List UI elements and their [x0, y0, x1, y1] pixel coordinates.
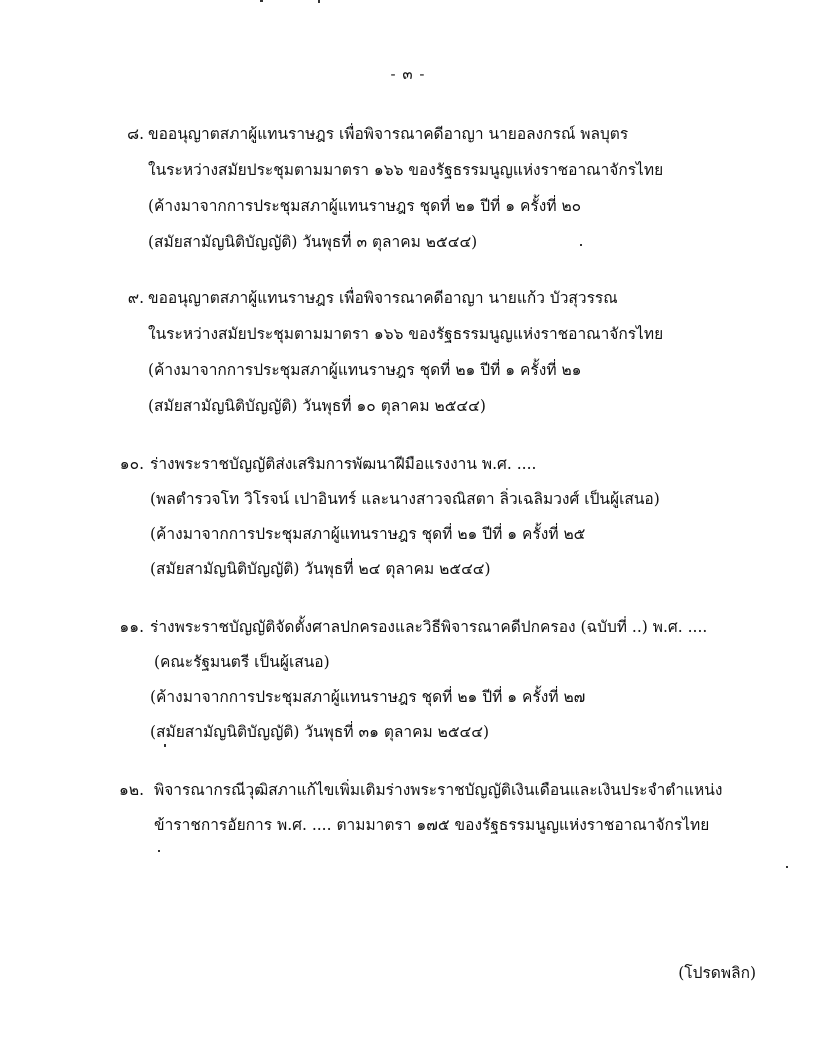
item-line: (คณะรัฐมนตรี เป็นผู้เสนอ) — [154, 653, 330, 671]
item-line: (ค้างมาจากการประชุมสภาผู้แทนราษฎร ชุดที่ ๒๑ ปีที่ ๑ ครั้งที่ ๒๐ — [148, 197, 582, 215]
scan-speck — [164, 744, 166, 747]
scan-speck — [786, 866, 788, 868]
item-line: (พลตำรวจโท วิโรจน์ เปาอินทร์ และนางสาวจณิสตา ลิ่วเฉลิมวงศ์ เป็นผู้เสนอ) — [150, 490, 660, 508]
item-number: ๑๐. — [119, 455, 144, 473]
item-number: ๙. — [127, 289, 144, 307]
item-title: ร่างพระราชบัญญัติจัดตั้งศาลปกครองและวิธีพิจารณาคดีปกครอง (ฉบับที่ ..) พ.ศ. .... — [150, 618, 708, 636]
item-line: (สมัยสามัญนิติบัญญัติ) วันพุธที่ ๓ ตุลาคม ๒๕๔๔) — [148, 233, 478, 251]
item-number: ๘. — [127, 125, 144, 143]
item-line: (สมัยสามัญนิติบัญญัติ) วันพุธที่ ๒๔ ตุลาคม ๒๕๔๔) — [150, 560, 491, 578]
item-line: ในระหว่างสมัยประชุมตามมาตรา ๑๖๖ ของรัฐธรรมนูญแห่งราชอาณาจักรไทย — [148, 161, 664, 179]
item-title: ขออนุญาตสภาผู้แทนราษฎร เพื่อพิจารณาคดีอาญา นายแก้ว บัวสุวรรณ — [148, 289, 618, 307]
item-line: (ค้างมาจากการประชุมสภาผู้แทนราษฎร ชุดที่ ๒๑ ปีที่ ๑ ครั้งที่ ๒๕ — [150, 525, 586, 543]
item-title: ขออนุญาตสภาผู้แทนราษฎร เพื่อพิจารณาคดีอาญา นายอลงกรณ์ พลบุตร — [148, 125, 629, 143]
item-line: (ค้างมาจากการประชุมสภาผู้แทนราษฎร ชุดที่ ๒๑ ปีที่ ๑ ครั้งที่ ๒๗ — [150, 688, 586, 706]
please-turn-over-note: (โปรดพลิก) — [678, 964, 756, 982]
item-line: ข้าราชการอัยการ พ.ศ. .... ตามมาตรา ๑๗๕ ของรัฐธรรมนูญแห่งราชอาณาจักรไทย — [154, 816, 710, 834]
item-number: ๑๑. — [119, 618, 144, 636]
scan-speck — [580, 244, 582, 246]
page-number: - ๓ - — [390, 65, 426, 83]
item-line: (สมัยสามัญนิติบัญญัติ) วันพุธที่ ๓๑ ตุลาคม ๒๕๔๔) — [150, 723, 490, 741]
item-line: ในระหว่างสมัยประชุมตามมาตรา ๑๖๖ ของรัฐธรรมนูญแห่งราชอาณาจักรไทย — [148, 325, 664, 343]
item-line: (ค้างมาจากการประชุมสภาผู้แทนราษฎร ชุดที่ ๒๑ ปีที่ ๑ ครั้งที่ ๒๑ — [148, 361, 582, 379]
scan-speck — [158, 850, 160, 852]
item-line: (สมัยสามัญนิติบัญญัติ) วันพุธที่ ๑๐ ตุลาคม ๒๕๔๔) — [148, 397, 486, 415]
scan-speck — [260, 0, 263, 2]
item-number: ๑๒. — [119, 781, 144, 799]
item-title: ร่างพระราชบัญญัติส่งเสริมการพัฒนาฝีมือแรงงาน พ.ศ. .... — [150, 455, 537, 473]
item-title: พิจารณากรณีวุฒิสภาแก้ไขเพิ่มเติมร่างพระราชบัญญัติเงินเดือนและเงินประจำตำแหน่ง — [154, 781, 723, 799]
scan-speck — [318, 0, 320, 3]
